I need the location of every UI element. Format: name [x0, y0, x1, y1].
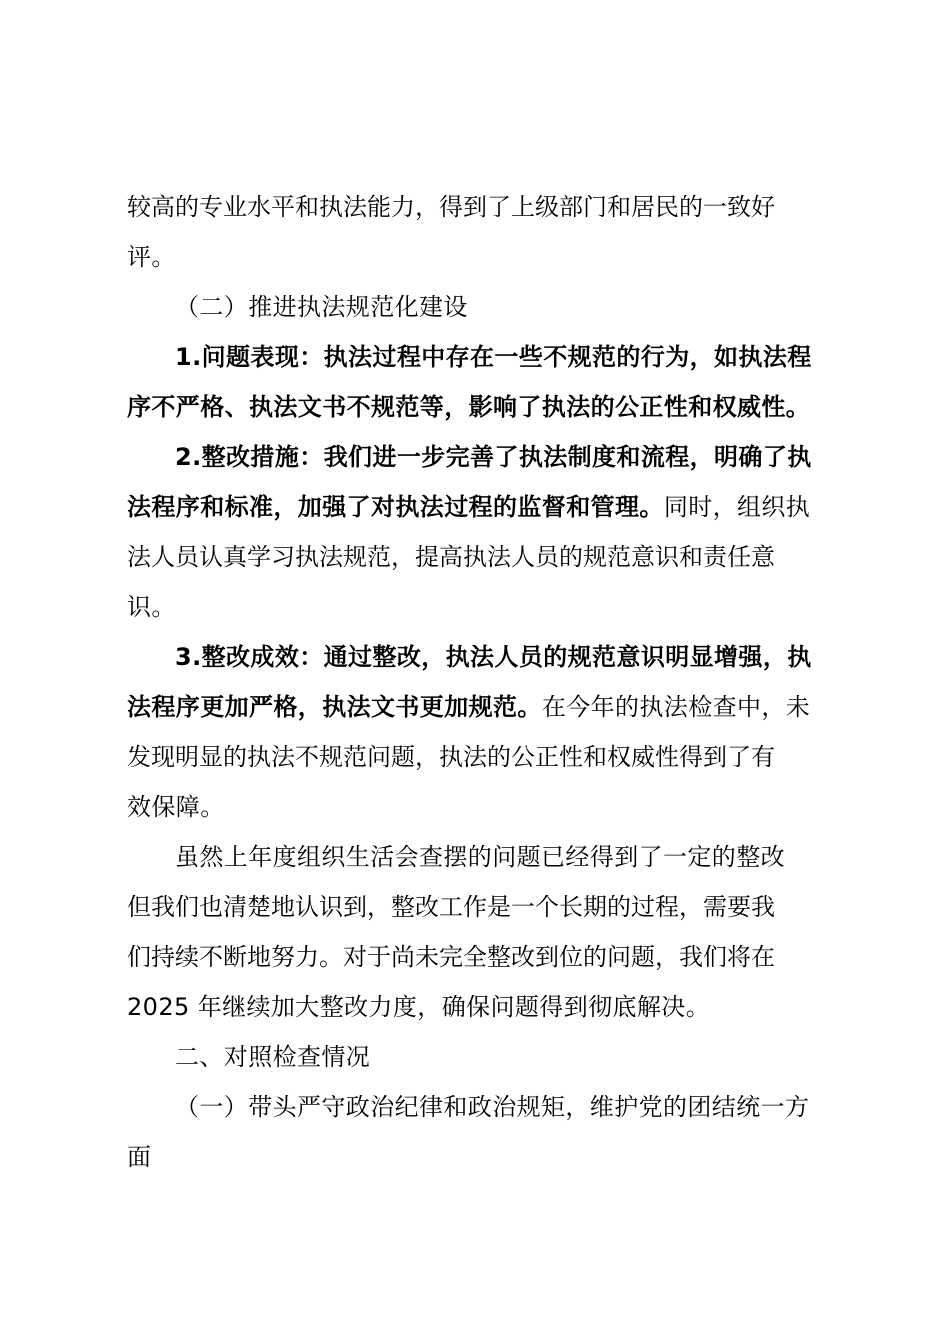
- text-run: 但我们也清楚地认识到，整改工作是一个长期的过程，需要我: [127, 893, 775, 921]
- text-run-bold: 法程序和标准，加强了对执法过程的监督和管理。: [127, 493, 664, 521]
- text-run: 二、对照检查情况: [175, 1043, 371, 1071]
- text-run: 2.整改措施：我们进一步完善了执法制度和流程，明确了执: [175, 443, 812, 471]
- text-line: [127, 882, 831, 932]
- text-run: 1.问题表现：执法过程中存在一些不规范的行为，如执法程: [175, 343, 812, 371]
- text-run: 发现明显的执法不规范问题，执法的公正性和权威性得到了有: [127, 743, 775, 771]
- text-run: 评。: [127, 243, 176, 271]
- text-line: [127, 732, 831, 782]
- text-line: [127, 232, 831, 282]
- text-run: （二）推进执法规范化建设: [175, 293, 468, 321]
- text-line: [127, 982, 831, 1032]
- text-line: [127, 832, 831, 882]
- text-run: 2025 年继续加大整改力度，确保问题得到彻底解决。: [127, 993, 711, 1021]
- text-run: 虽然上年度组织生活会查摆的问题已经得到了一定的整改: [175, 843, 785, 871]
- text-line: [127, 932, 831, 982]
- text-line: [127, 432, 831, 482]
- text-run-bold: 法程序更加严格，执法文书更加规范。: [127, 693, 542, 721]
- text-line: [127, 382, 831, 432]
- text-run: 同时，组织执: [663, 493, 811, 521]
- text-run: 较高的专业水平和执法能力，得到了上级部门和居民的一致好: [127, 193, 775, 221]
- text-run: 序不严格、执法文书不规范等，影响了执法的公正性和权威性。: [127, 393, 811, 421]
- text-line: [127, 632, 831, 682]
- text-line: [127, 582, 831, 632]
- text-line: [127, 482, 831, 532]
- section-heading: [127, 282, 831, 332]
- text-run: 效保障。: [127, 793, 225, 821]
- text-line: [127, 182, 831, 232]
- text-run: 在今年的执法检查中，未: [541, 693, 811, 721]
- section-heading: [127, 1082, 831, 1132]
- text-line: [127, 1132, 831, 1182]
- text-run: 识。: [127, 593, 176, 621]
- text-run: 法人员认真学习执法规范，提高执法人员的规范意识和责任意: [127, 543, 775, 571]
- section-heading: [127, 1032, 831, 1082]
- text-line: [127, 532, 831, 582]
- text-run: 3.整改成效：通过整改，执法人员的规范意识明显增强，执: [175, 643, 812, 671]
- text-run: （一）带头严守政治纪律和政治规矩，维护党的团结统一方: [175, 1093, 810, 1121]
- text-run: 们持续不断地努力。对于尚未完全整改到位的问题，我们将在: [127, 943, 775, 971]
- text-line: [127, 782, 831, 832]
- document-page: [127, 182, 831, 1182]
- text-line: [127, 682, 831, 732]
- text-run: 面: [127, 1143, 152, 1171]
- text-line: [127, 332, 831, 382]
